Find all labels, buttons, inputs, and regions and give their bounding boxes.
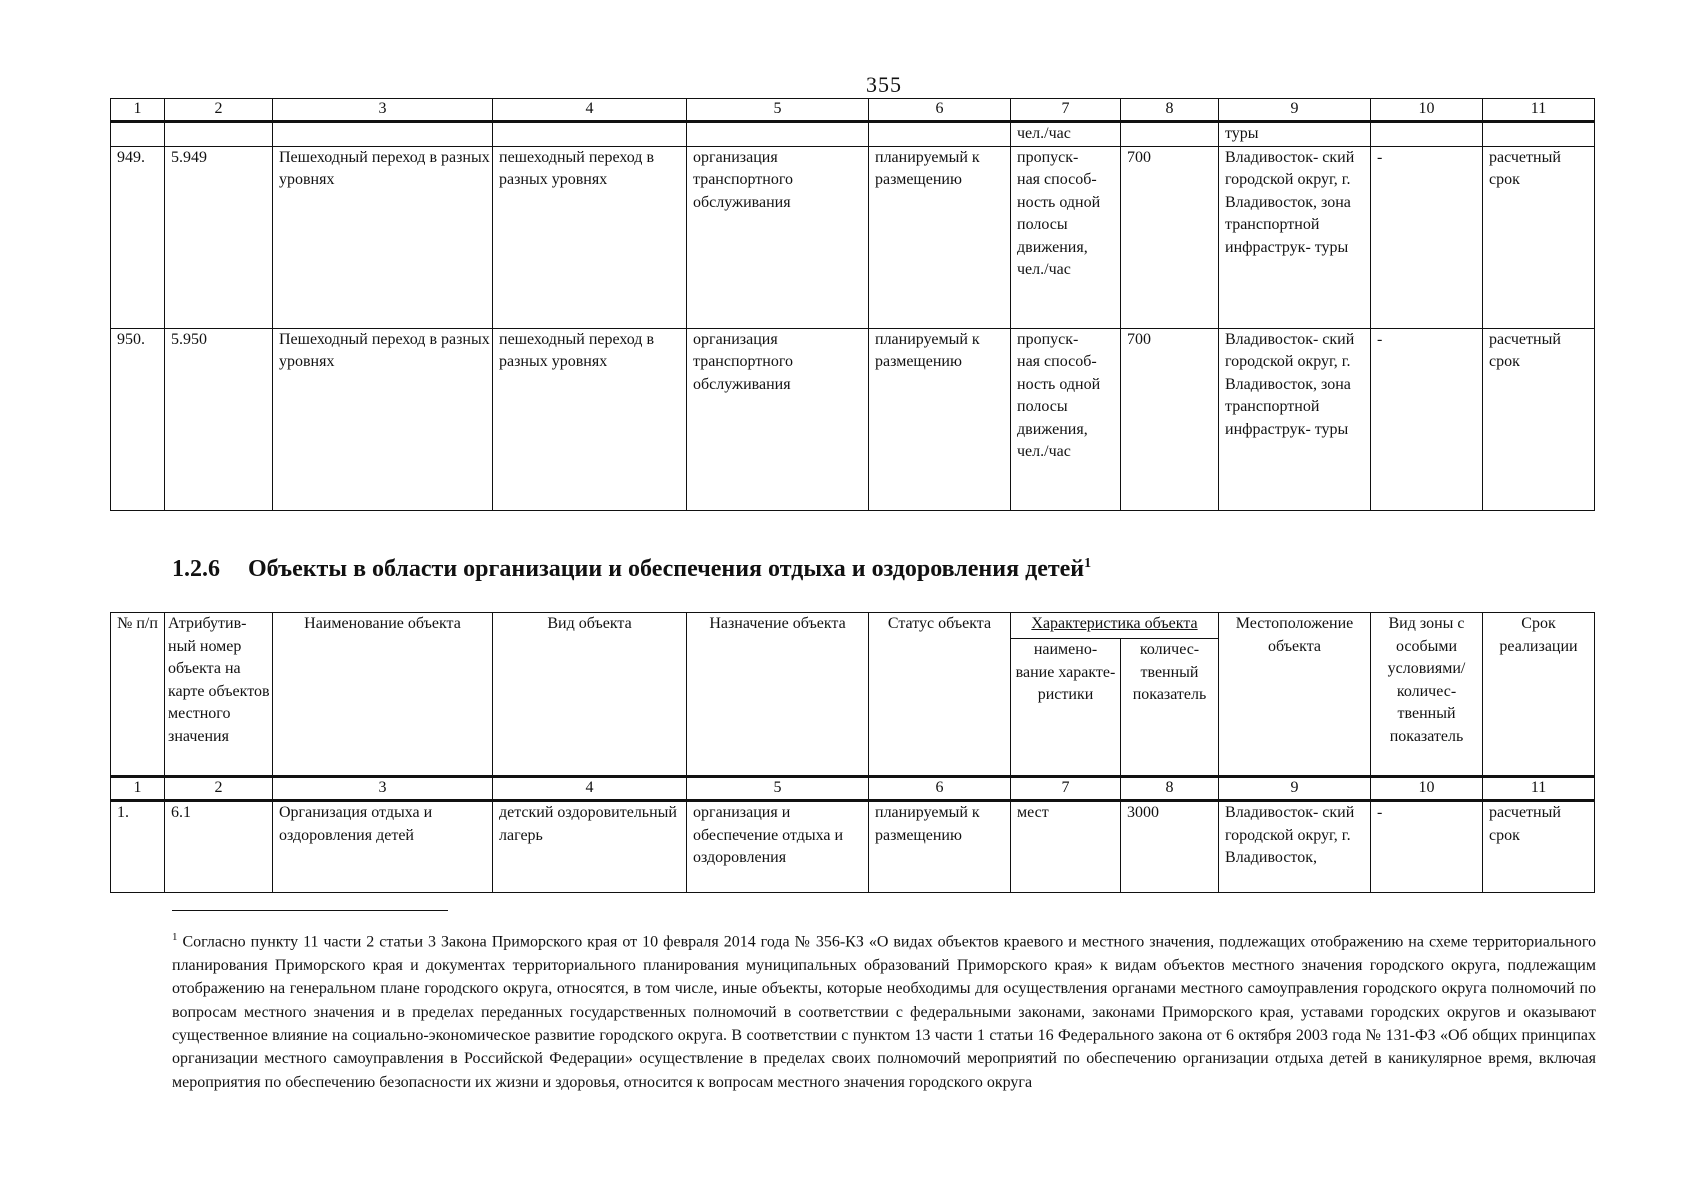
characteristic-value: 700 [1121, 146, 1219, 328]
header-characteristics-text: Характеристика объекта [1031, 615, 1198, 632]
column-number: 11 [1483, 99, 1595, 122]
object-purpose: организация и обеспечение отдыха и оздоровления [687, 801, 869, 893]
column-number: 8 [1121, 777, 1219, 801]
object-kind: пешеходный переход в разных уровнях [493, 146, 687, 328]
object-location: Владивосток- ский городской округ, г. Владивосток, [1219, 801, 1371, 893]
table-cell [1483, 122, 1595, 147]
attribute-number: 5.949 [165, 146, 273, 328]
column-number: 9 [1219, 777, 1371, 801]
table-cell [1371, 122, 1483, 147]
table-cell: чел./час [1011, 122, 1121, 147]
object-purpose: организация транспортного обслуживания [687, 328, 869, 510]
footnote-separator [172, 910, 448, 911]
table-cell [1121, 122, 1219, 147]
footnote-mark: 1 [172, 931, 178, 943]
characteristic-name-text: пропуск- ная способ- ность одной полосы движения, чел./час [1017, 330, 1101, 460]
header-characteristic-value: количес- твенный показатель [1121, 639, 1219, 777]
object-kind: детский оздоровительный лагерь [493, 801, 687, 893]
object-location: Владивосток- ский городской округ, г. Владивосток, зона транспортной инфраструк- туры [1219, 328, 1371, 510]
objects-table-continued [110, 98, 1595, 511]
table-cell [493, 122, 687, 147]
zone-type: - [1371, 146, 1483, 328]
table-cell [273, 122, 493, 147]
object-name: Пешеходный переход в разных уровнях [273, 328, 493, 510]
column-number: 1 [111, 777, 165, 801]
table-cell [165, 122, 273, 147]
object-status: планируемый к размещению [869, 328, 1011, 510]
footnote-text: Согласно пункту 11 части 2 статьи 3 Закона Приморского края от 10 февраля 2014 года № 356-КЗ «О видах объектов краевого и местного значения, подлежащих отображению на схеме территориального планирования Приморского края и документах территориального планирования муниципальных образований Приморского края» к видам объектов местного значения городского округа, подлежащим отображению на генеральном плане городского округа, относятся, в том числе, иные объекты, которые необходимы для осуществления органами местного самоуправления городского округа полномочий по вопросам местного значения и в пределах переданных государственных полномочий в соответствии с федеральными законами, законами Приморского края, уставами городских округов и оказывают существенное влияние на социально-экономическое развитие городского округа. В соответствии с пунктом 13 части 1 статьи 16 Федерального закона от 6 октября 2003 года № 131-ФЗ «Об общих принципах организации местного самоуправления в Российской Федерации» осуществление в пределах своих полномочий мероприятий по обеспечению организации отдыха детей в каникулярное время, включая мероприятия по обеспечению безопасности их жизни и здоровья, относится к вопросам местного значения городского округа [172, 933, 1596, 1091]
header-location: Местоположение объекта [1219, 613, 1371, 777]
column-number: 7 [1011, 777, 1121, 801]
object-status: планируемый к размещению [869, 801, 1011, 893]
zone-type: - [1371, 328, 1483, 510]
implementation-term: расчетный срок [1483, 328, 1595, 510]
table-cell [687, 122, 869, 147]
column-number: 10 [1371, 777, 1483, 801]
page-number: 355 [866, 72, 902, 97]
table-cell [111, 122, 165, 147]
section-title: Объекты в области организации и обеспечения отдыха и оздоровления детей [248, 556, 1085, 582]
table-row [111, 801, 1595, 893]
row-number: 950. [111, 328, 165, 510]
zone-type: - [1371, 801, 1483, 893]
header-characteristics [1011, 613, 1219, 639]
table-row [111, 146, 1595, 328]
column-number: 1 [111, 99, 165, 122]
header-attribute-number: Атрибутив- ный номер объекта на карте объектов местного значения [165, 613, 273, 777]
header-object-purpose: Назначение объекта [687, 613, 869, 777]
row-number: 949. [111, 146, 165, 328]
header-implementation-term: Срок реализации [1483, 613, 1595, 777]
attribute-number: 5.950 [165, 328, 273, 510]
characteristic-name-text: пропуск- ная способ- ность одной полосы движения, чел./час [1017, 148, 1101, 278]
column-number: 2 [165, 777, 273, 801]
header-object-kind: Вид объекта [493, 613, 687, 777]
table-cell: туры [1219, 122, 1371, 147]
column-number: 6 [869, 777, 1011, 801]
characteristic-name: мест [1011, 801, 1121, 893]
column-number-row [111, 99, 1595, 122]
column-number: 3 [273, 99, 493, 122]
column-number: 8 [1121, 99, 1219, 122]
row-number: 1. [111, 801, 165, 893]
characteristic-value: 700 [1121, 328, 1219, 510]
implementation-term: расчетный срок [1483, 801, 1595, 893]
header-object-name: Наименование объекта [273, 613, 493, 777]
header-characteristic-name: наимено- вание характе- ристики [1011, 639, 1121, 777]
attribute-number: 6.1 [165, 801, 273, 893]
characteristic-name [1011, 328, 1121, 510]
section-number: 1.2.6 [172, 556, 220, 582]
header-zone-type: Вид зоны с особыми условиями/ количес- твенный показатель [1371, 613, 1483, 777]
column-number: 7 [1011, 99, 1121, 122]
column-number: 4 [493, 99, 687, 122]
object-location: Владивосток- ский городской округ, г. Владивосток, зона транспортной инфраструк- туры [1219, 146, 1371, 328]
characteristic-value: 3000 [1121, 801, 1219, 893]
object-kind: пешеходный переход в разных уровнях [493, 328, 687, 510]
table-row [111, 328, 1595, 510]
column-number: 5 [687, 777, 869, 801]
header-row-number: № п/п [111, 613, 165, 777]
column-number: 10 [1371, 99, 1483, 122]
object-status: планируемый к размещению [869, 146, 1011, 328]
table-cell [869, 122, 1011, 147]
children-recreation-objects-table [110, 612, 1595, 893]
continuation-row [111, 122, 1595, 147]
footnote [172, 926, 1596, 1094]
column-number: 2 [165, 99, 273, 122]
implementation-term: расчетный срок [1483, 146, 1595, 328]
column-number: 5 [687, 99, 869, 122]
column-number: 9 [1219, 99, 1371, 122]
column-number-row [111, 777, 1595, 801]
section-heading [172, 556, 1091, 583]
header-object-status: Статус объекта [869, 613, 1011, 777]
column-number: 11 [1483, 777, 1595, 801]
object-name: Пешеходный переход в разных уровнях [273, 146, 493, 328]
footnote-reference: 1 [1084, 556, 1092, 571]
column-number: 3 [273, 777, 493, 801]
column-number: 6 [869, 99, 1011, 122]
column-number: 4 [493, 777, 687, 801]
characteristic-name [1011, 146, 1121, 328]
object-name: Организация отдыха и оздоровления детей [273, 801, 493, 893]
object-purpose: организация транспортного обслуживания [687, 146, 869, 328]
header-row [111, 613, 1595, 639]
